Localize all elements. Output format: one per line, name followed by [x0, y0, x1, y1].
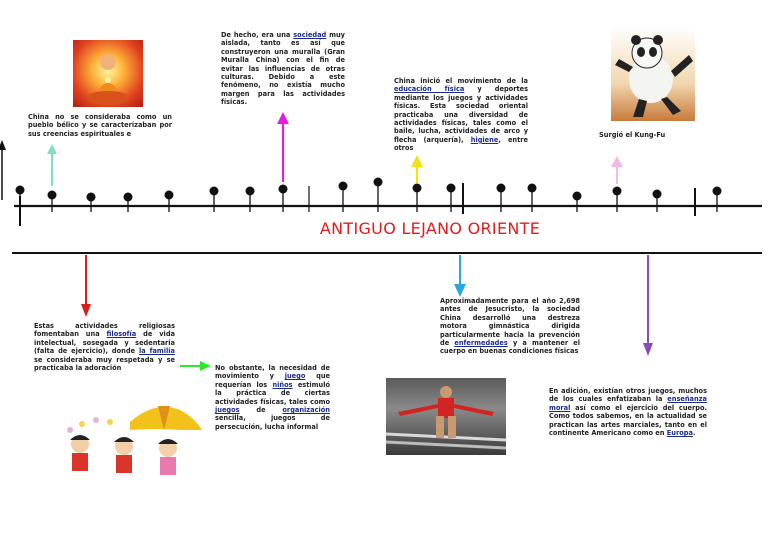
note-link[interactable]: sociedad — [293, 31, 327, 39]
note-link[interactable]: Europa — [666, 429, 693, 438]
timeline-marker-dot — [528, 184, 537, 193]
arrow-green — [180, 361, 211, 371]
kung-fu-panda-image — [611, 27, 695, 121]
timeline-marker-dot — [165, 191, 174, 200]
timeline-marker-dot — [16, 186, 25, 195]
timeline-marker-dot — [124, 193, 133, 202]
arrow-blue — [454, 255, 466, 297]
note-link[interactable]: enseñanza moral — [549, 395, 707, 412]
arrow-pink — [611, 156, 623, 184]
note-educacion-fisica: China inició el movimiento de la educación física y deportes mediante los juegos y actividades físicas. Esta sociedad oriental practicaba una diversidad de actividades físicas, tales como el baile, lucha, actividades de arco y flecha (arquería), higiene, entre otros — [394, 77, 528, 153]
timeline-marker-dot — [48, 191, 57, 200]
left-arrowhead — [0, 140, 6, 150]
arrow-teal — [47, 144, 57, 186]
arrow-magenta — [277, 112, 289, 182]
note-filosofia: Estas actividades religiosas fomentaban una filosofía de vida intelectual, sosegada y sedentaria (falta de ejercicio), donde la familia se consideraba muy respetada y se practicaba la adoración — [34, 322, 175, 373]
timeline-marker-dot — [573, 192, 582, 201]
gymnast-parallel-bars-image — [386, 378, 506, 455]
monk-meditating-image — [73, 40, 143, 107]
timeline-marker-dot — [653, 190, 662, 199]
timeline-marker-dot — [447, 184, 456, 193]
timeline-marker-dot — [339, 182, 348, 191]
note-muralla: De hecho, era una sociedad muy aislada, tanto es así que construyeron una muralla (Gran Muralla China) con el fin de evitar las influencias de otras culturas. Debido a este fenómeno, no existía mucho margen para las actividades físicas. — [221, 31, 345, 107]
timeline-marker-dot — [713, 187, 722, 196]
note-link[interactable]: filosofía — [106, 330, 137, 339]
arrow-purple — [643, 255, 653, 356]
note-link[interactable]: niños — [272, 380, 293, 389]
note-china-belico: China no se consideraba como un pueblo bélico y se caracterizaban por sus creencias espirituales e — [28, 113, 172, 138]
note-link[interactable]: enfermedades — [454, 339, 508, 348]
arrow-yellow — [411, 155, 423, 183]
timeline-marker-dot — [246, 187, 255, 196]
note-link[interactable]: la familia — [138, 347, 175, 356]
arrow-red — [81, 255, 91, 317]
timeline-marker-dot — [413, 184, 422, 193]
note-link[interactable]: educación física — [394, 85, 465, 94]
timeline-marker-dot — [613, 187, 622, 196]
timeline-marker-dot — [279, 185, 288, 194]
timeline-marker-dot — [497, 184, 506, 193]
timeline-marker-dot — [374, 178, 383, 187]
note-juego: No obstante, la necesidad de movimiento y juego que requerían los niños estimuló la práctica de ciertas actividades físicas, tales como juegos de organización sencilla, juegos de persecución, lucha informal — [215, 364, 331, 431]
note-juegos-moral: En adición, existían otros juegos, muchos de los cuales enfatizaban la enseñanza moral así como el ejercicio del cuerpo. Como todos sabemos, en la actualidad se practican las artes marciales, tanto en el continente Americano como en Europa. — [549, 387, 707, 438]
timeline-marker-dot — [210, 187, 219, 196]
timeline-marker-dot — [87, 193, 96, 202]
note-kung-fu: Surgió el Kung-Fu — [599, 131, 666, 139]
note-link[interactable]: organización — [282, 406, 330, 415]
note-link[interactable]: juegos — [215, 406, 240, 415]
note-link[interactable]: juego — [284, 372, 306, 381]
children-dancing-image — [60, 400, 206, 480]
timeline-title: ANTIGUO LEJANO ORIENTE — [319, 219, 541, 238]
note-gimnasia: Aproximadamente para el año 2,698 antes de Jesucristo, la sociedad China desarrolló una destreza motora gimnástica dirigida particularmente hacia la prevención de enfermedades y a mantener el cuerpo en buenas condiciones físicas — [440, 297, 580, 356]
note-link[interactable]: higiene — [470, 135, 499, 144]
